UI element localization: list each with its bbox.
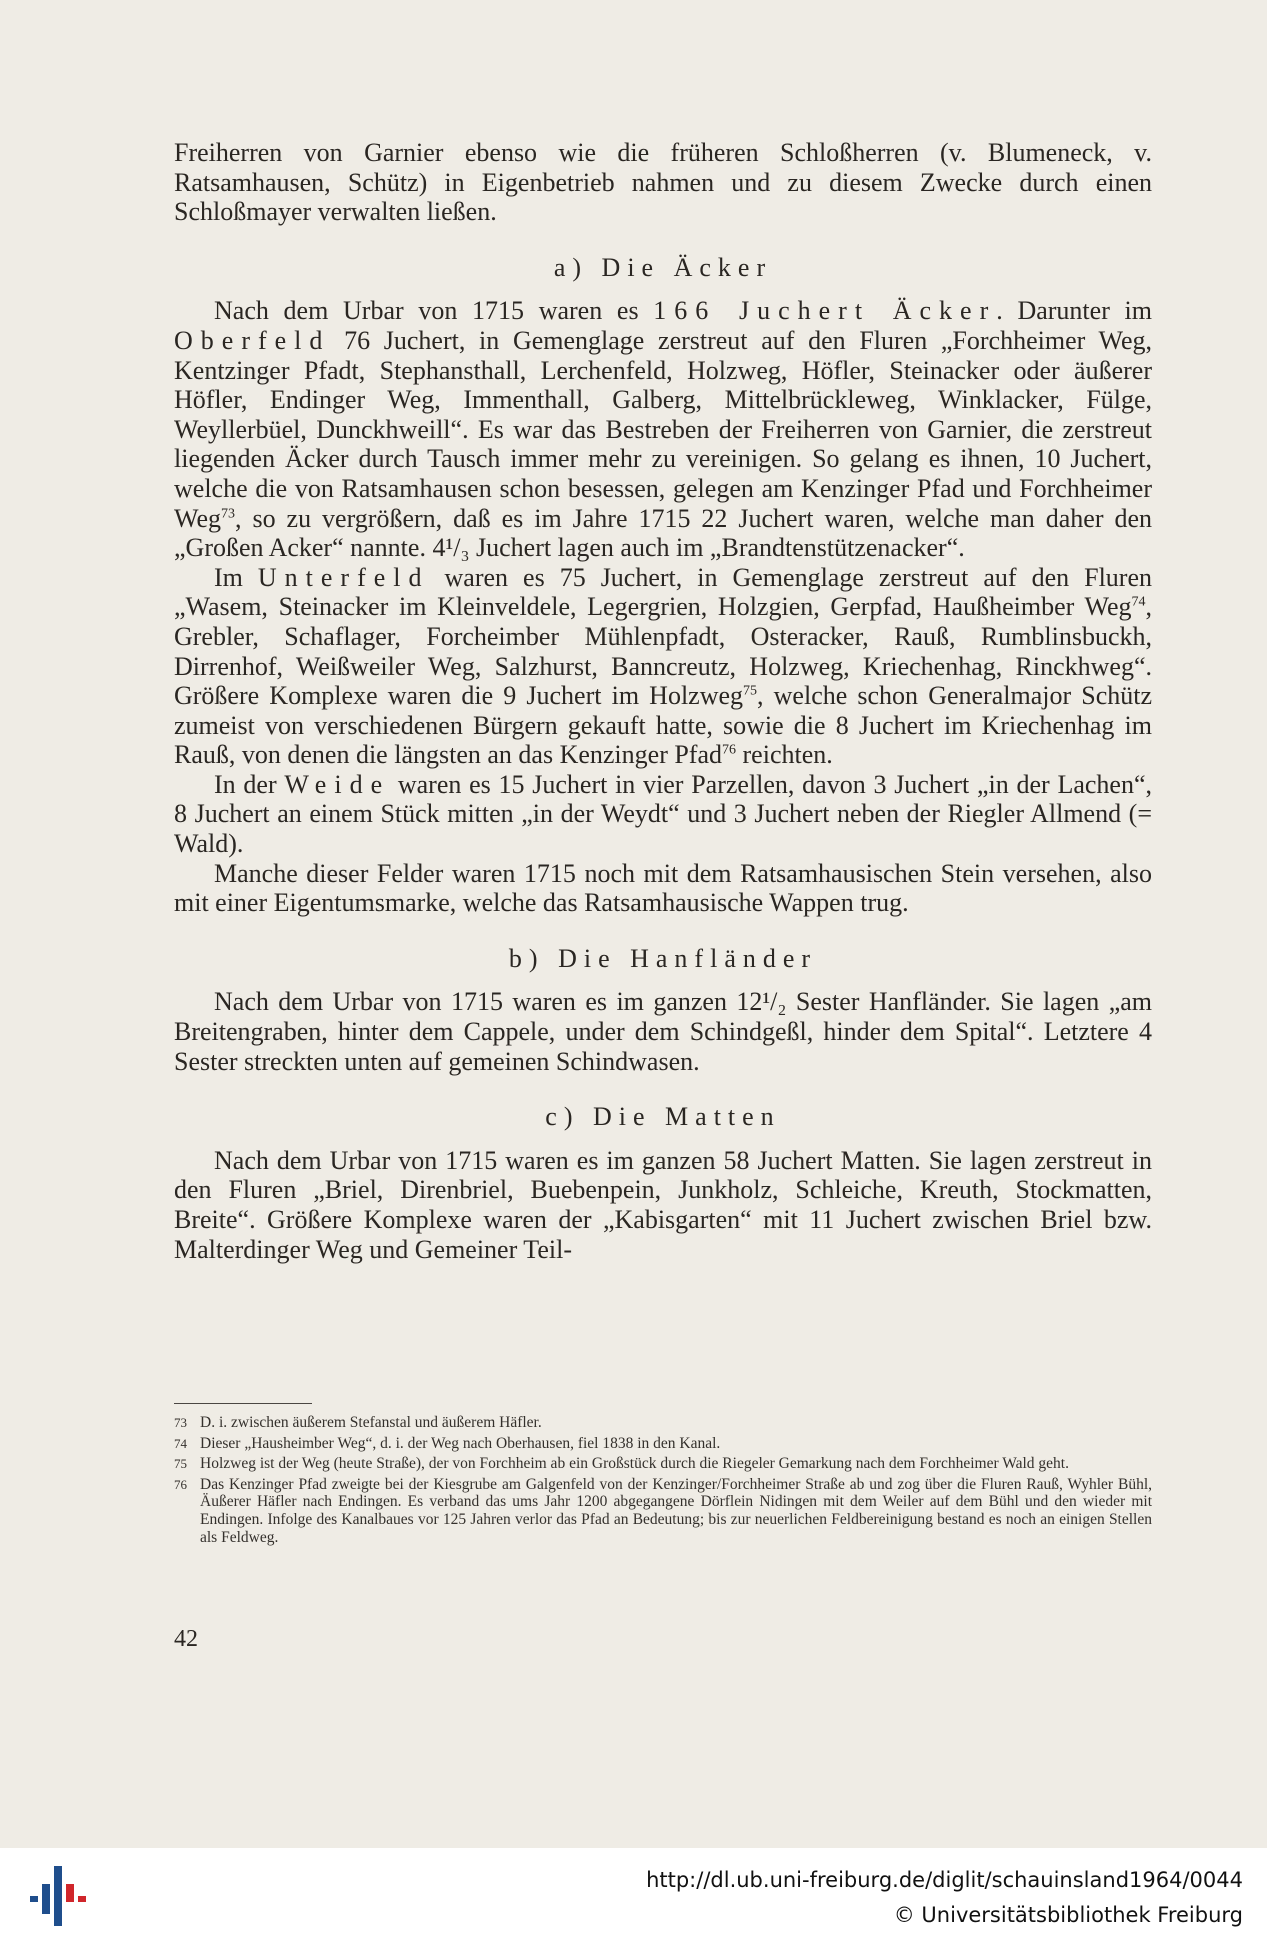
footnote-ref: 75 xyxy=(743,683,758,699)
footer-bar xyxy=(0,1848,1267,1938)
footnote: 74 Dieser „Hausheimber Weg“, d. i. der Weg nach Oberhausen, fiel 1838 in den Kanal. xyxy=(174,1434,721,1452)
footnote-ref: 76 xyxy=(722,742,737,758)
footnotes xyxy=(174,1414,1152,1549)
page-number: 42 xyxy=(174,1626,198,1652)
footnote-divider xyxy=(174,1403,312,1404)
paragraph: Nach dem Urbar von 1715 waren es 166 Juchert Äcker. Darunter im Oberfeld 76 Juchert, in Gemenglage zerstreut auf den Fluren „Forchheimer Weg, Kentzinger Pfadt, Stephansthall, Lerchenfeld, Holzweg, Höfler, Steinacker oder äußerer Höfler, Endinger Weg, Immenthall, Galberg, Mittelbrückleweg, Winklacker, Fülge, Weyllerbüel, Dunckhweill“. Es war das Bestreben der Freiherren von Garnier, die zerstreut liegenden Äcker durch Tausch immer mehr zu vereinigen. So gelang es ihnen, 10 Juchert, welche die von Ratsamhausen schon besessen, gelegen am Kenzinger Pfad und Forchheimer Weg$^{73}$, so zu vergrößern, daß es im Jahre 1715 22 Juchert waren, welche man daher den „Großen Acker“ nannte. 4¹/₃ Juchert lagen auch im „Brandtenstützenacker“. xyxy=(174,296,1152,563)
paragraph: Freiherren von Garnier ebenso wie die früheren Schloßherren (v. Blumeneck, v. Ratsamhausen, Schütz) in Eigenbetrieb nahmen und zu diesem Zwecke durch einen Schloßmayer verwalten ließen. xyxy=(174,138,1152,227)
footnote: 73 D. i. zwischen äußerem Stefanstal und äußerem Häfler. xyxy=(174,1414,542,1431)
paragraph: Nach dem Urbar von 1715 waren es im ganzen 58 Juchert Matten. Sie lagen zerstreut in den Fluren „Briel, Direnbriel, Buebenpein, Junkholz, Schleiche, Kreuth, Stockmatten, Breite“. Größere Komplexe waren der „Kabisgarten“ mit 11 Juchert zwischen Briel bzw. Malterdinger Weg und Gemeiner Teil- xyxy=(174,1145,1152,1264)
copyright-notice: © Universitätsbibliothek Freiburg xyxy=(893,1903,1243,1927)
section-heading-matten: c) Die Matten xyxy=(545,1102,781,1132)
footnote: 75 Holzweg ist der Weg (heute Straße), der von Forchheim ab ein Großstück durch die Riegeler Gemarkung nach dem Forchheimer Wald geht. xyxy=(174,1455,1069,1473)
footnote: 76 Das Kenzinger Pfad zweigte bei der Kiesgrube am Galgenfeld von der Kenzinger/Forchheimer Straße ab und zog über die Fluren Rauß, Wyhler Bühl, Äußerer Häfler nach Endingen. Es verband das ums Jahr 1200 abgegangene Dörflein Nidingen mit dem Weiler auf dem Bühl und den wieder mit Endingen. Infolge des Kanalbaues vor 125 Jahren verlor das Pfad an Bedeutung; bis zur neuerlichen Feldbereinigung bestand es noch an einigen Stellen als Feldweg. xyxy=(174,1475,1152,1546)
paragraph: Nach dem Urbar von 1715 waren es im ganzen 12¹/₂ Sester Hanfländer. Sie lagen „am Breitengraben, hinter dem Cappele, under dem Schindgeßl, hinder dem Spital“. Letztere 4 Sester streckten unten auf gemeinen Schindwasen. xyxy=(174,987,1152,1076)
section-heading-hanflaender: b) Die Hanfländer xyxy=(508,943,818,973)
footnote-ref: 73 xyxy=(221,505,235,521)
permalink-url[interactable]: http://dl.ub.uni-freiburg.de/diglit/schauinsland1964/0044 xyxy=(646,1868,1243,1892)
paragraph: Im Unterfeld waren es 75 Juchert, in Gemenglage zerstreut auf den Fluren „Wasem, Steinacker im Kleinveldele, Legergrien, Holzgien, Gerpfad, Haußheimber Weg$^{74}$, Grebler, Schaflager, Forcheimber Mühlenpfadt, Osteracker, Rauß, Rumblinsbuckh, Dirrenhof, Weißweiler Weg, Salzhurst, Banncreutz, Holzweg, Kriechenhag, Rinckhweg“. Größere Komplexe waren die 9 Juchert im Holzweg$^{75}$, welche schon Generalmajor Schütz zumeist von verschiedenen Bürgern gekauft hatte, sowie die 8 Juchert im Kriechenhag im Rauß, von denen die längsten an das Kenzinger Pfad$^{76}$ reichten. xyxy=(174,562,1153,770)
body-text xyxy=(174,138,1152,1264)
footnote-ref: 74 xyxy=(1131,594,1146,610)
ub-freiburg-logo-icon[interactable] xyxy=(30,1860,86,1926)
paragraph: Manche dieser Felder waren 1715 noch mit dem Ratsamhausischen Stein versehen, also mit einer Eigentumsmarke, welche das Ratsamhausische Wappen trug. xyxy=(174,858,1152,918)
section-heading-aecker: a) Die Äcker xyxy=(553,252,773,282)
paragraph: In der Weide waren es 15 Juchert in vier Parzellen, davon 3 Juchert „in der Lachen“, 8 Juchert an einem Stück mitten „in der Weydt“ und 3 Juchert neben der Riegler Allmend (= Wald). xyxy=(174,769,1152,859)
